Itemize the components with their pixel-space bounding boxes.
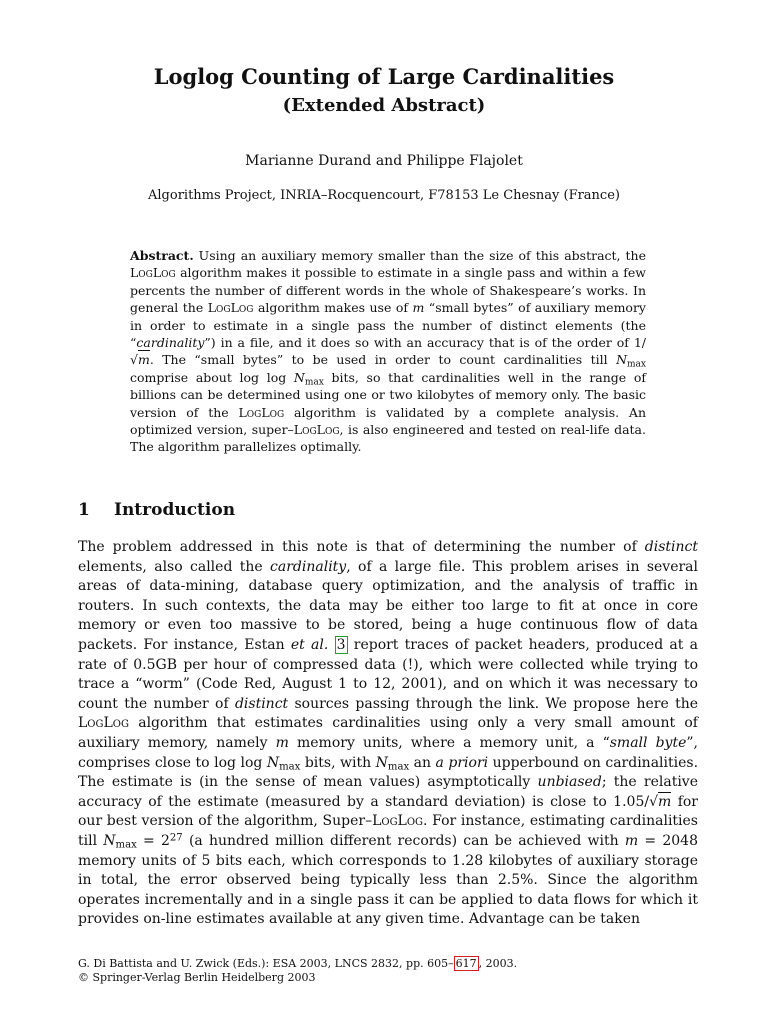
footer-citation-end: , 2003. (478, 957, 518, 970)
paper-subtitle: (Extended Abstract) (282, 95, 486, 116)
publication-footer (78, 957, 698, 985)
paper-authors: Marianne Durand and Philippe Flajolet (245, 153, 523, 169)
introduction-paragraph: The problem addressed in this note is that of determining the number of distinct elements, also called the cardinality, of a large file. This problem arises in several areas of data-mining, database query optimization, and the analysis of traffic in routers. In such contexts, the data may be either too large to fit at once in core memory or even too massive to be stored, being a huge continuous flow of data packets. For instance, Estan et al. 3 report traces of packet headers, produced at a rate of 0.5GB per hour of compressed data (!), which were collected while trying to trace a “worm” (Code Red, August 1 to 12, 2001), and on which it was necessary to count the number of distinct sources passing through the link. We propose here the LogLog algorithm that estimates cardinalities using only a very small amount of auxiliary memory, namely m memory units, where a memory unit, a “small byte”, comprises close to $\log \log N_{max}$ bits, with $N_{max}$ an a priori upperbound on cardinalities. The estimate is (in the sense of mean values) asymptotically unbiased; the relative accuracy of the estimate (measured by a standard deviation) is close to 1.05/√m for our best version of the algorithm, Super–LogLog. For instance, estimating cardinalities till $N_{max} = 2^{27}$ (a hundred million different records) can be achieved with m = 2048 memory units of 5 bits each, which corresponds to 1.28 kilobytes of auxiliary storage in total, the error observed being typically less than 2.5%. Since the algorithm operates incrementally and in a single pass it can be applied to data flows for which it provides on-line estimates available at any given time. Advantage can be taken (78, 539, 699, 928)
citation-link[interactable]: 3 (336, 636, 346, 653)
loglog-term: LogLog (372, 813, 424, 830)
footer-copyright: © Springer-Verlag Berlin Heidelberg 2003 (78, 971, 316, 984)
footer-citation-line (78, 957, 698, 971)
section-heading (78, 500, 235, 520)
loglog-term: LogLog (293, 422, 340, 438)
section-number: 1 (78, 500, 90, 520)
loglog-term: LogLog (238, 404, 285, 420)
section-title: Introduction (114, 500, 236, 520)
abstract-label: Abstract. (130, 248, 194, 263)
footer-citation-text: G. Di Battista and U. Zwick (Eds.): ESA 2003, LNCS 2832, pp. 605– (78, 957, 454, 970)
paper-title: Loglog Counting of Large Cardinalities (153, 64, 615, 89)
paper-affiliation: Algorithms Project, INRIA–Rocquencourt, F78153 Le Chesnay (France) (148, 188, 620, 203)
loglog-term: LogLog (130, 265, 176, 281)
footer-page-link[interactable]: 617 (455, 957, 477, 970)
loglog-term: LogLog (207, 300, 254, 316)
loglog-term: LogLog (78, 715, 129, 732)
abstract: Abstract. Using an auxiliary memory smaller than the size of this abstract, the LogLog algorithm makes it possible to estimate in a single pass and within a few percents the number of different words in the whole of Shakespeare’s works. In general the LogLog algorithm makes use of m “small bytes” of auxiliary memory in order to estimate in a single pass the number of distinct elements (the “cardinality”) in a file, and it does so with an accuracy that is of the order of 1/√m. The “small bytes” to be used in order to count cardinalities till $N_{max}$ comprise about $\log \log N_{max}$ bits, so that cardinalities well in the range of billions can be determined using one or two kilobytes of memory only. The basic version of the LogLog algorithm is validated by a complete analysis. An optimized version, super–LogLog, is also engineered and tested on real-life data. The algorithm parallelizes optimally. (130, 248, 646, 455)
